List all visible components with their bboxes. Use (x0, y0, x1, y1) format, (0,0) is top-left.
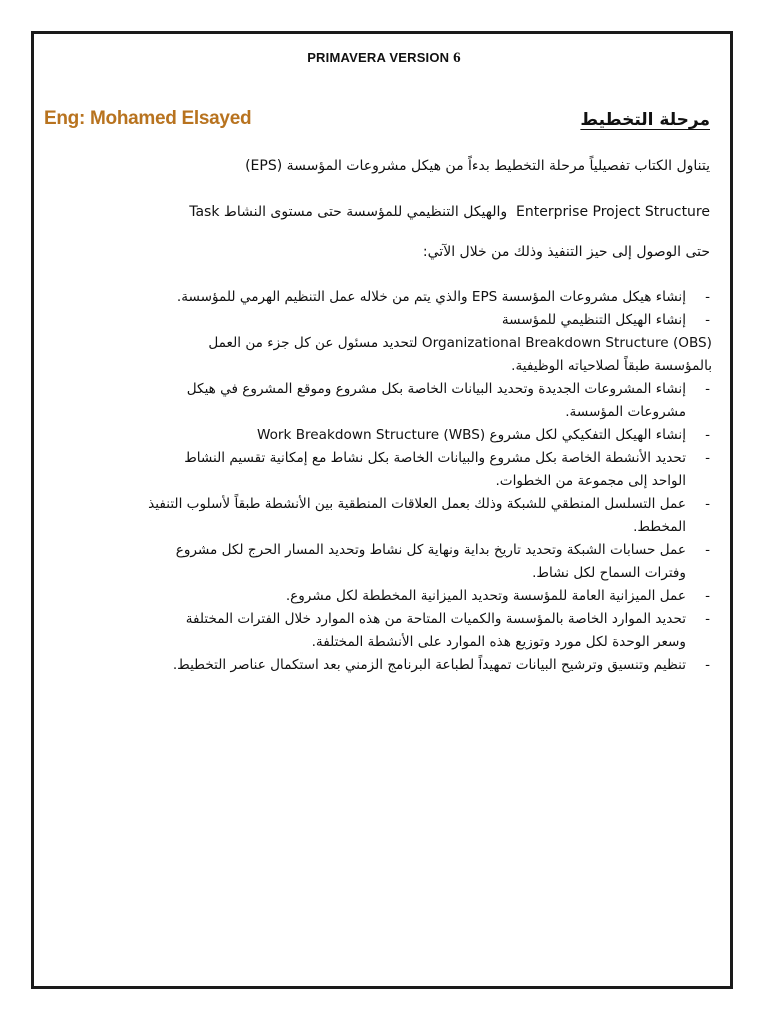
list-bullet: - (705, 381, 710, 397)
list-item: - تحديد الأنشطة الخاصة بكل مشروع والبيانات الخاصة بكل نشاط مع إمكانية تقسيم النشاط الواحد إلى مجموعة من الخطوات. (80, 447, 712, 493)
author-name: Eng: Mohamed Elsayed (44, 108, 252, 129)
header-title-text: PRIMAVERA VERSION (307, 50, 454, 65)
list-item: - إنشاء الهيكل التنظيمي للمؤسسة Organizational Breakdown Structure (OBS) لتحديد مسئول عن كل جزء من العمل بالمؤسسة طبقاً لصلاحياته الوظيفية. (80, 309, 712, 378)
intro-line-2 (189, 204, 710, 220)
list-bullet: - (705, 289, 710, 305)
list-item: - إنشاء المشروعات الجديدة وتحديد البيانات الخاصة بكل مشروع وموقع المشروع في هيكل مشروعات المؤسسة. (80, 378, 712, 424)
list-item: - إنشاء الهيكل التفكيكي لكل مشروع Work Breakdown Structure (WBS) (80, 424, 712, 447)
intro-line-3: حتى الوصول إلى حيز التنفيذ وذلك من خلال الآتي: (422, 244, 710, 260)
list-bullet: - (705, 496, 710, 512)
list-bullet: - (705, 450, 710, 466)
intro-line-1-term: (EPS) (245, 158, 283, 174)
intro-line-2-text: والهيكل التنظيمي للمؤسسة حتى مستوى النشاط (219, 204, 508, 220)
list-item: - عمل التسلسل المنطقي للشبكة وذلك بعمل العلاقات المنطقية بين الأنشطة طبقاً لأسلوب التنفيذ المخطط. (80, 493, 712, 539)
section-heading: مرحلة التخطيط (580, 110, 710, 130)
list-item: - تنظيم وتنسيق وترشيح البيانات تمهيداً لطباعة البرنامج الزمني بعد استكمال عناصر التخطيط. (80, 654, 712, 677)
list-bullet: - (705, 427, 710, 443)
intro-line-2-term: Enterprise Project Structure (516, 204, 710, 220)
list-item: - إنشاء هيكل مشروعات المؤسسة EPS والذي يتم من خلاله عمل التنظيم الهرمي للمؤسسة. (80, 286, 712, 309)
list-bullet: - (705, 588, 710, 604)
list-item: - عمل الميزانية العامة للمؤسسة وتحديد الميزانية المخططة لكل مشروع. (80, 585, 712, 608)
planning-steps-list (80, 286, 712, 677)
intro-line-1-text: يتناول الكتاب تفصيلياً مرحلة التخطيط بدءاً من هيكل مشروعات المؤسسة (282, 158, 710, 174)
list-bullet: - (705, 611, 710, 627)
page-header (0, 50, 768, 67)
intro-line-1 (245, 158, 710, 174)
list-item: - تحديد الموارد الخاصة بالمؤسسة والكميات المتاحة من هذه الموارد خلال الفترات المختلفة وسعر الوحدة لكل مورد وتوزيع هذه الموارد على الأنشطة المختلفة. (80, 608, 712, 654)
list-bullet: - (705, 542, 710, 558)
list-bullet: - (705, 312, 710, 328)
intro-line-2-term2: Task (189, 204, 220, 220)
list-bullet: - (705, 657, 710, 673)
header-version-number: 6 (453, 50, 461, 66)
list-item: - عمل حسابات الشبكة وتحديد تاريخ بداية ونهاية كل نشاط وتحديد المسار الحرج لكل مشروع وفترات السماح لكل نشاط. (80, 539, 712, 585)
